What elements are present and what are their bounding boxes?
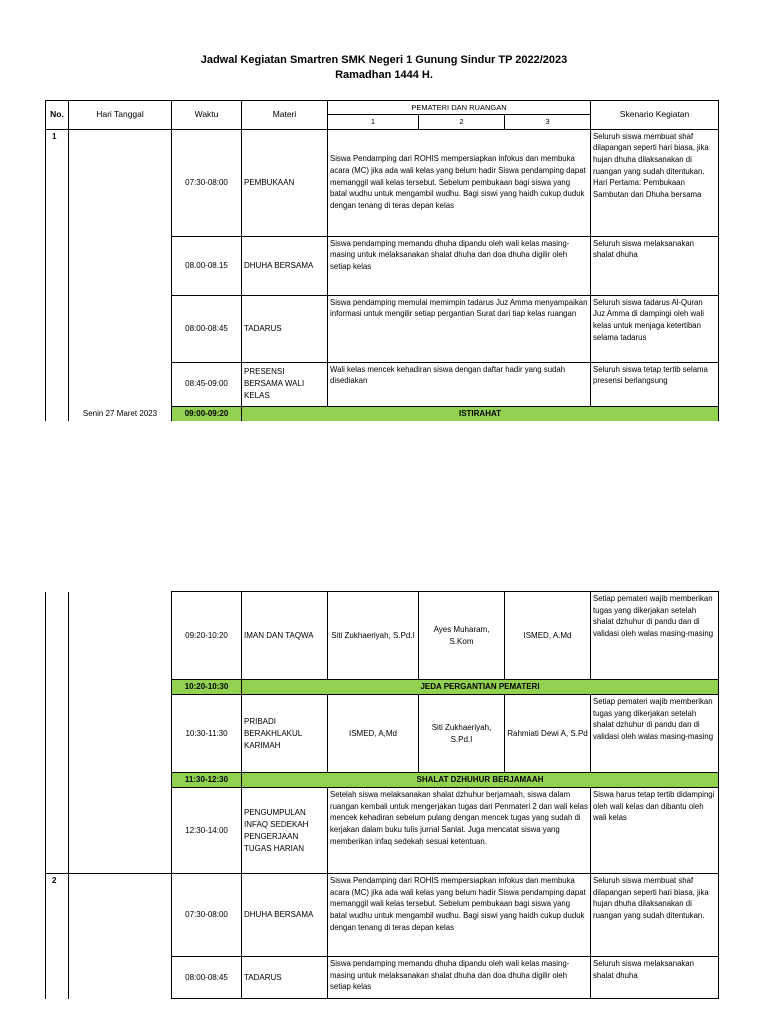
skenario-cell: Setiap pemateri wajib memberikan tugas yang dikerjakan setelah shalat dzhuhur di pandu dan di validasi oleh walas masing-masing <box>591 592 719 680</box>
skenario-cell: Setiap pemateri wajib memberikan tugas yang dikerjakan setelah shalat dzhuhur di pandu dan di validasi oleh walas masing-masing <box>591 695 719 773</box>
row-number: 2 <box>46 874 69 999</box>
waktu-cell: 12:30-14:00 <box>172 788 242 874</box>
skenario-cell: Seluruh siswa tadarus Al-Quran Juz Amma di dampingi oleh wali kelas untuk menjaga ketertiban selama tadarus <box>591 295 719 362</box>
day-date: Senin 27 Maret 2023 <box>69 129 172 421</box>
day-date-continued <box>69 592 172 874</box>
skenario-cell: Seluruh siswa melaksanakan shalat dhuha <box>591 957 719 999</box>
shalat-time: 11:30-12:30 <box>172 773 242 788</box>
pemateri-cell: Siswa Pendamping dari ROHIS mempersiapkan infokus dan membuka acara (MC) jika ada wali kelas yang belum hadir Siswa pendamping dapat memanggil wali kelas tersebut. Sebelum pembukaan bagi siswa yang batal wudhu untuk mengambil wudhu. Bagi siswi yang haidh cukup duduk dengan tenang di teras depan kelas <box>328 129 591 236</box>
skenario-cell: Seluruh siswa membuat shaf dilapangan seperti hari biasa, jika hujan dhuha dilaksanakan di ruangan yang sudah ditentukan. <box>591 874 719 957</box>
document-subtitle: Ramadhan 1444 H. <box>335 69 433 81</box>
row-number: 1 <box>46 129 69 421</box>
skenario-cell: Seluruh siswa melaksanakan shalat dhuha <box>591 236 719 295</box>
pemateri-cell: Setelah siswa melaksanakan shalat dzhuhur berjamaah, siswa dalam ruangan kembali untuk mengerjakan tugas dari Penmateri 2 dan wali kelas mencek kehadiran sebelum pulang dengan mencek tugas yang sudah di kerjakan dalam buku tulis jurnal Sanlat. Juga mencatat siswa yang memberikan infaq sedekah sesuai ketentuan. <box>328 788 591 874</box>
pemateri-2-cell: Ayes Muharam, S.Kom <box>419 592 505 680</box>
pemateri-cell: Siswa pendamping memandu dhuha dipandu oleh wali kelas masing-masing untuk melaksanakan shalat dhuha dan doa dhuha digilir oleh setiap kelas <box>328 957 591 999</box>
schedule-table-part1 <box>45 100 719 421</box>
skenario-cell: Siswa harus tetap tertib didampingi oleh wali kelas dan dibantu oleh wali kelas <box>591 788 719 874</box>
waktu-cell: 08.00-08.15 <box>172 236 242 295</box>
header-pemateri: PEMATERI DAN RUANGAN <box>328 101 591 115</box>
pemateri-1-cell: ISMED, A,Md <box>328 695 419 773</box>
pemateri-cell: Siswa pendamping memandu dhuha dipandu oleh wali kelas masing-masing untuk melaksanakan shalat dhuha dan doa dhuha digilir oleh setiap kelas <box>328 236 591 295</box>
materi-cell: PENGUMPULAN INFAQ SEDEKAH PENGERJAAN TUGAS HARIAN <box>242 788 328 874</box>
pemateri-cell: Siswa pendamping memulai memimpin tadarus Juz Amma menyampaikan informasi untuk mengilir setiap pergantian Surat dari tiap kelas ruangan <box>328 295 591 362</box>
materi-cell: PRIBADI BERAKHLAKUL KARIMAH <box>242 695 328 773</box>
header-col-3: 3 <box>505 115 591 129</box>
header-hari-tanggal: Hari Tanggal <box>69 101 172 130</box>
document-title: Jadwal Kegiatan Smartren SMK Negeri 1 Gunung Sindur TP 2022/2023 <box>200 54 568 66</box>
skenario-cell: Seluruh siswa tetap tertib selama presensi berlangsung <box>591 362 719 406</box>
pemateri-cell: Siswa Pendamping dari ROHIS mempersiapkan infokus dan membuka acara (MC) jika ada wali kelas yang belum hadir Siswa pendamping dapat memanggil wali kelas tersebut. Sebelum pembukaan bagi siswa yang batal wudhu untuk mengambil wudhu. Bagi siswi yang haidh cukup duduk dengan tenang di teras depan kelas <box>328 874 591 957</box>
materi-cell: TADARUS <box>242 957 328 999</box>
waktu-cell: 07:30-08:00 <box>172 129 242 236</box>
jeda-time: 10:20-10:30 <box>172 680 242 695</box>
header-col-1: 1 <box>328 115 419 129</box>
day-date-2 <box>69 874 172 999</box>
header-skenario: Skenario Kegiatan <box>591 101 719 130</box>
materi-cell: TADARUS <box>242 295 328 362</box>
istirahat-time: 09:00-09:20 <box>172 406 242 421</box>
waktu-cell: 07:30-08:00 <box>172 874 242 957</box>
shalat-label: SHALAT DZHUHUR BERJAMAAH <box>242 773 719 788</box>
schedule-table-part2 <box>45 591 719 999</box>
header-materi: Materi <box>242 101 328 130</box>
waktu-cell: 10:30-11:30 <box>172 695 242 773</box>
materi-cell: IMAN DAN TAQWA <box>242 592 328 680</box>
materi-cell: DHUHA BERSAMA <box>242 236 328 295</box>
waktu-cell: 08:45-09:00 <box>172 362 242 406</box>
waktu-cell: 09:20-10:20 <box>172 592 242 680</box>
header-col-2: 2 <box>419 115 505 129</box>
pemateri-cell: Wali kelas mencek kehadiran siswa dengan daftar hadir yang sudah disediakan <box>328 362 591 406</box>
row-number-continued <box>46 592 69 874</box>
materi-cell: PEMBUKAAN <box>242 129 328 236</box>
materi-cell: DHUHA BERSAMA <box>242 874 328 957</box>
jeda-label: JEDA PERGANTIAN PEMATERI <box>242 680 719 695</box>
header-no: No. <box>46 101 69 130</box>
pemateri-3-cell: Rahmiati Dewi A, S.Pd <box>505 695 591 773</box>
pemateri-2-cell: Siti Zukhaeriyah, S.Pd.I <box>419 695 505 773</box>
pemateri-1-cell: Siti Zukhaeriyah, S.Pd.I <box>328 592 419 680</box>
skenario-cell: Seluruh siswa membuat shaf dilapangan seperti hari biasa, jika hujan dhuha dilaksanakan di ruangan yang sudah ditentukan. Hari Pertama: Pembukaan Sambutan dan Dhuha bersama <box>591 129 719 236</box>
waktu-cell: 08:00-08:45 <box>172 295 242 362</box>
header-waktu: Waktu <box>172 101 242 130</box>
istirahat-label: ISTIRAHAT <box>242 406 719 421</box>
pemateri-3-cell: ISMED, A.Md <box>505 592 591 680</box>
materi-cell: PRESENSI BERSAMA WALI KELAS <box>242 362 328 406</box>
waktu-cell: 08:00-08:45 <box>172 957 242 999</box>
